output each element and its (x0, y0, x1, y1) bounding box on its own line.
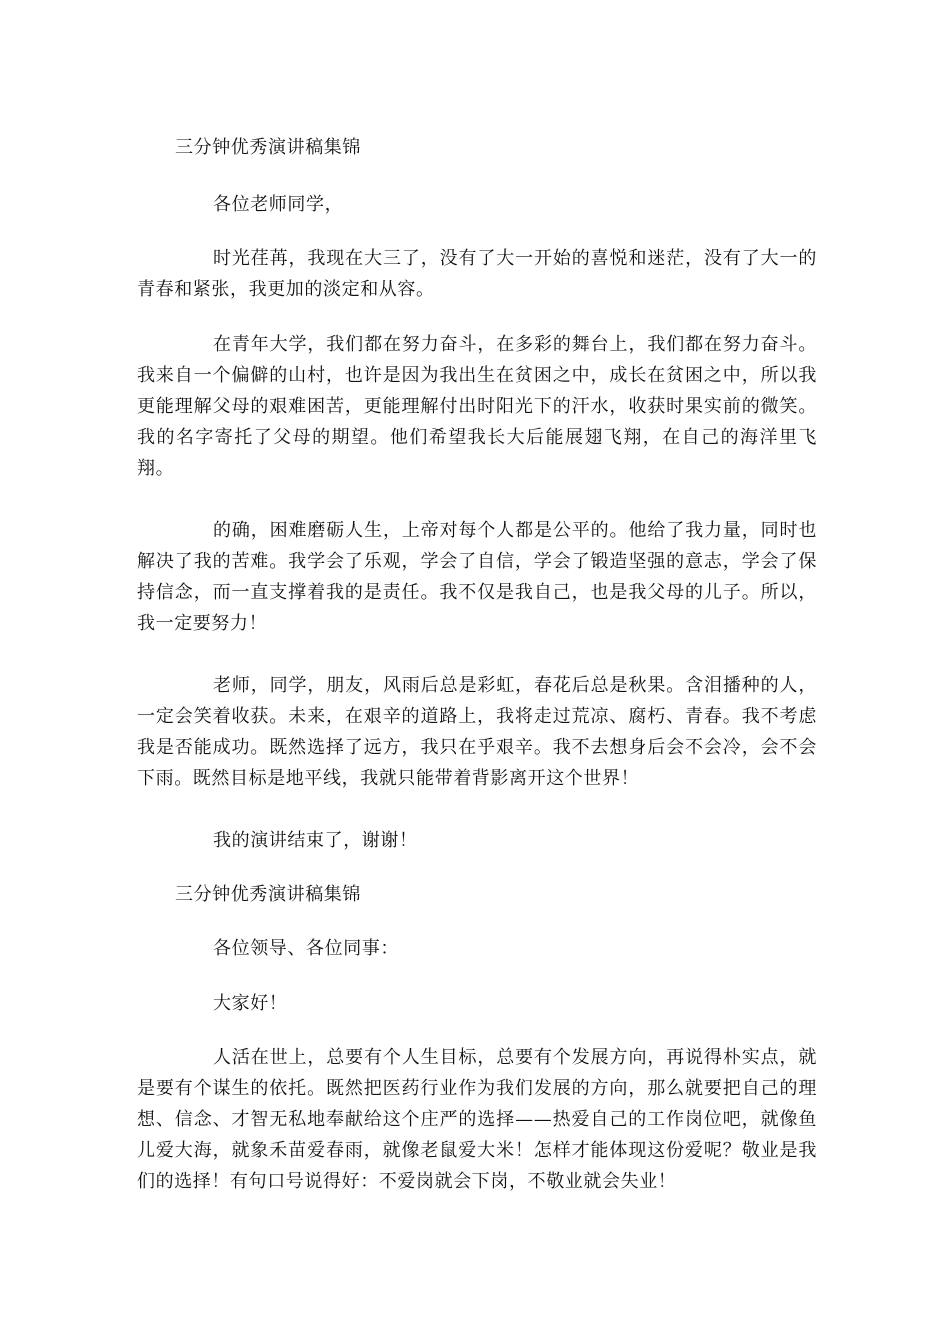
section-title: 三分钟优秀演讲稿集锦 (175, 884, 361, 905)
section-title: 三分钟优秀演讲稿集锦 (175, 137, 361, 158)
salutation: 各位领导、各位同事： (213, 938, 399, 959)
closing-line: 我的演讲结束了，谢谢！ (213, 830, 418, 851)
paragraph: 老师，同学，朋友，风雨后总是彩虹，春花后总是秋果。含泪播种的人，一定会笑着收获。未来，在艰辛的道路上，我将走过荒凉、腐朽、青春。我不考虑我是否能成功。既然选择了远方，我只在乎艰辛。我不去想身后会不会冷，会不会下雨。既然目标是地平线，我就只能带着背影离开这个世界！ (137, 675, 817, 789)
paragraph: 时光荏苒，我现在大三了，没有了大一开始的喜悦和迷茫，没有了大一的青春和紧张，我更加的淡定和从容。 (137, 248, 817, 300)
paragraph: 人活在世上，总要有个人生目标，总要有个发展方向，再说得朴实点，就是要有个谋生的依托。既然把医药行业作为我们发展的方向，那么就要把自己的理想、信念、才智无私地奉献给这个庄严的选择——热爱自己的工作岗位吧，就像鱼儿爱大海，就象禾苗爱春雨，就像老鼠爱大米！怎样才能体现这份爱呢？敬业是我们的选择！有句口号说得好：不爱岗就会下岗，不敬业就会失业！ (137, 1047, 817, 1192)
paragraph: 的确，困难磨砺人生，上帝对每个人都是公平的。他给了我力量，同时也解决了我的苦难。我学会了乐观，学会了自信，学会了锻造坚强的意志，学会了保持信念，而一直支撑着我的是责任。我不仅是我自己，也是我父母的儿子。所以，我一定要努力！ (137, 520, 817, 634)
salutation: 各位老师同学， (213, 194, 344, 215)
paragraph: 在青年大学，我们都在努力奋斗，在多彩的舞台上，我们都在努力奋斗。我来自一个偏僻的山村，也许是因为我出生在贫困之中，成长在贫困之中，所以我更能理解父母的艰难困苦，更能理解付出时阳光下的汗水，收获时果实前的微笑。我的名字寄托了父母的期望。他们希望我长大后能展翅飞翔，在自己的海洋里飞翔。 (137, 334, 817, 479)
greeting: 大家好！ (213, 993, 288, 1014)
